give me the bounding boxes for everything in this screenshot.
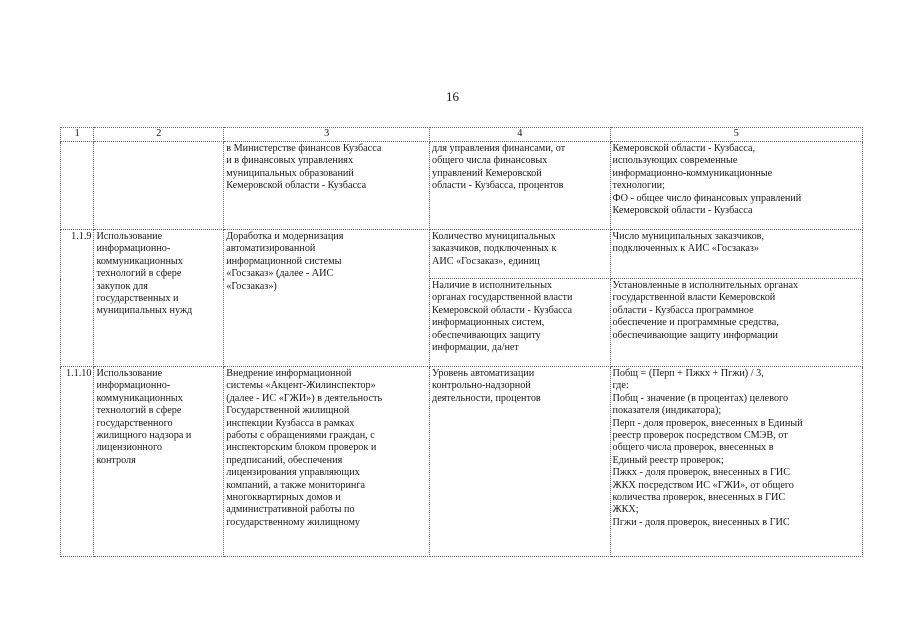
text-line: деятельности, процентов <box>432 392 541 404</box>
row-number-cell: 1.1.10 <box>61 367 94 557</box>
text-line: государственной власти Кемеровской <box>612 292 776 304</box>
text-line: Пжкх - доля проверок, внесенных в ГИС <box>612 467 791 479</box>
text-line: Наличие в исполнительных <box>432 280 553 291</box>
text-line: где: <box>612 380 629 392</box>
text-line: Пгжи - доля проверок, внесенных в ГИС <box>612 516 790 528</box>
text-line: контроля <box>96 454 136 466</box>
column-header-5: 5 <box>610 128 863 142</box>
text-line: количества проверок, внесенных в ГИС <box>612 492 786 504</box>
text-line: лицензионного <box>96 442 163 454</box>
column-header-4: 4 <box>430 128 610 142</box>
text-line: в Министерстве финансов Кузбасса <box>226 143 382 154</box>
text-line: управлений Кемеровской <box>432 167 542 179</box>
table-row-1-1-9 <box>61 230 863 279</box>
text-line: компаний, а также мониторинга <box>226 479 366 491</box>
text-line: муниципальных образований <box>226 167 354 179</box>
text-line: предписаний, обеспечения <box>226 454 343 466</box>
text-line: Число муниципальных заказчиков, <box>612 231 765 242</box>
text-line: государственных и <box>96 293 179 305</box>
continuation-indicator-cell <box>430 142 610 230</box>
text-line: жилищного надзора и <box>96 430 192 442</box>
text-line: обеспечивающие защиту информации <box>612 329 779 341</box>
text-line: закупок для <box>96 280 148 292</box>
text-line: показателя (индикатора); <box>612 405 722 417</box>
text-line: государственному жилищному <box>226 516 361 528</box>
text-line: использующих современные <box>612 155 738 167</box>
text-line: «Госзаказ» (далее - АИС <box>226 268 334 280</box>
text-line: реестр проверок посредством СМЭВ, от <box>612 430 788 442</box>
text-line: информационно- <box>96 380 171 392</box>
row-indicator-cell <box>430 230 610 279</box>
text-line: технологии; <box>612 180 665 192</box>
row-name-cell <box>94 367 224 557</box>
table-header-row <box>61 128 863 142</box>
text-line: для управления финансами, от <box>432 143 566 154</box>
row-measure-cell <box>224 367 430 557</box>
text-line: Количество муниципальных <box>432 231 556 242</box>
table-row-1-1-10 <box>61 367 863 557</box>
text-line: Кемеровской области - Кузбасса <box>226 180 367 192</box>
text-line: и в финансовых управлениях <box>226 155 354 167</box>
text-line: заказчиков, подключенных к <box>432 243 557 255</box>
text-line: технологий в сфере <box>96 268 182 280</box>
row-method-cell <box>610 279 863 367</box>
text-line: Государственной жилищной <box>226 405 350 417</box>
row-method-cell <box>610 367 863 557</box>
text-line: Установленные в исполнительных органах <box>612 280 799 291</box>
text-line: Доработка и модернизация <box>226 231 344 242</box>
text-line: информационной системы <box>226 255 342 267</box>
continuation-measure-cell <box>224 142 430 230</box>
continuation-method-cell <box>610 142 863 230</box>
row-indicator-cell <box>430 279 610 367</box>
text-line: ЖКХ; <box>612 504 639 516</box>
text-line: обеспечение и программные средства, <box>612 317 779 329</box>
text-line: Кемеровской области - Кузбасса <box>432 304 572 316</box>
text-line: ЖКХ посредством ИС «ГЖИ», от общего <box>612 479 794 491</box>
text-line: коммуникационных <box>96 255 183 267</box>
text-line: автоматизированной <box>226 243 316 255</box>
text-line: системы «Акцент-Жилинспектор» <box>226 380 376 392</box>
column-header-1: 1 <box>61 128 94 142</box>
indicators-table <box>60 127 863 557</box>
text-line: коммуникационных <box>96 392 183 404</box>
text-line: работы с обращениями граждан, с <box>226 430 375 442</box>
text-line: Побщ = (Перп + Пжкх + Пгжи) / 3, <box>612 368 764 379</box>
text-line: общего числа проверок, внесенных в <box>612 442 774 454</box>
text-line: муниципальных нужд <box>96 305 193 317</box>
text-line: Кемеровской области - Кузбасса, <box>612 143 756 154</box>
text-line: обеспечивающих защиту <box>432 329 541 341</box>
row-name-cell <box>94 230 224 367</box>
text-line: Кемеровской области - Кузбасса <box>612 205 753 217</box>
text-line: Использование <box>96 231 163 242</box>
column-header-3: 3 <box>224 128 430 142</box>
text-line: «Госзаказ») <box>226 280 277 292</box>
continuation-name-cell <box>94 142 224 230</box>
text-line: многоквартирных домов и <box>226 492 341 504</box>
text-line: государственного <box>96 417 173 429</box>
text-line: инспекции Кузбасса в рамках <box>226 417 355 429</box>
continuation-num-cell <box>61 142 94 230</box>
text-line: Уровень автоматизации <box>432 368 535 379</box>
text-line: АИС «Госзаказ», единиц <box>432 255 540 267</box>
text-line: технологий в сфере <box>96 405 182 417</box>
text-line: Использование <box>96 368 163 379</box>
text-line: Внедрение информационной <box>226 368 352 379</box>
text-line: области - Кузбасса программное <box>612 304 754 316</box>
text-line: (далее - ИС «ГЖИ») в деятельность <box>226 392 383 404</box>
column-header-2: 2 <box>94 128 224 142</box>
text-line: контрольно-надзорной <box>432 380 531 392</box>
text-line: подключенных к АИС «Госзаказ» <box>612 243 759 255</box>
text-line: ФО - общее число финансовых управлений <box>612 192 802 204</box>
row-number-cell: 1.1.9 <box>61 230 94 367</box>
text-line: инспекторским блоком проверок и <box>226 442 377 454</box>
text-line: информационно-коммуникационные <box>612 167 773 179</box>
page-number: 16 <box>446 89 459 104</box>
text-line: Перп - доля проверок, внесенных в Единый <box>612 417 803 429</box>
text-line: лицензирования управляющих <box>226 467 360 479</box>
text-line: области - Кузбасса, процентов <box>432 180 564 192</box>
row-measure-cell <box>224 230 430 367</box>
text-line: общего числа финансовых <box>432 155 548 167</box>
text-line: информации, да/нет <box>432 342 519 354</box>
text-line: Побщ - значение (в процентах) целевого <box>612 392 789 404</box>
row-indicator-cell <box>430 367 610 557</box>
text-line: информационных систем, <box>432 317 545 329</box>
row-method-cell <box>610 230 863 279</box>
text-line: органах государственной власти <box>432 292 573 304</box>
continuation-row <box>61 142 863 230</box>
text-line: административной работы по <box>226 504 355 516</box>
text-line: информационно- <box>96 243 171 255</box>
text-line: Единый реестр проверок; <box>612 454 724 466</box>
